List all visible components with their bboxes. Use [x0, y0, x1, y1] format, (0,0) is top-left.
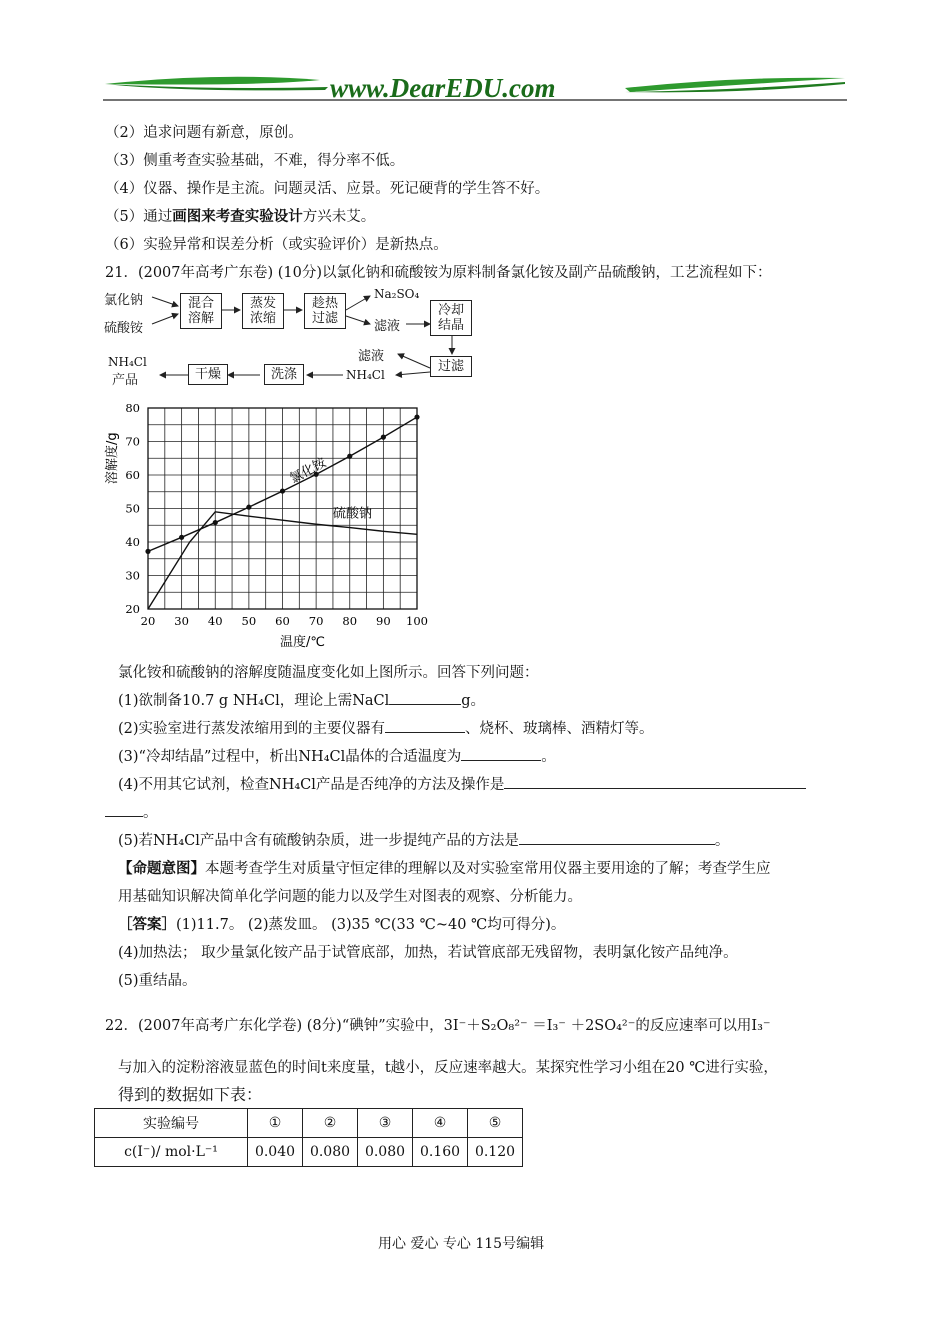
- flow-filtrate-2: 滤液: [358, 349, 385, 364]
- data-point: [347, 454, 352, 459]
- x-tick-label: 40: [207, 614, 223, 628]
- y-tick-label: 40: [125, 535, 140, 549]
- intro-line-6: （6）实验异常和误差分析（或实验评价）是新热点。: [105, 237, 448, 253]
- page-footer: 用心 爱心 专心 115号编辑: [378, 1236, 545, 1252]
- table-header-cell: 实验编号: [95, 1109, 248, 1138]
- q21-intent-cont: 用基础知识解决简单化学问题的能力以及学生对图表的观察、分析能力。: [118, 889, 582, 905]
- table-cell: 0.120: [468, 1138, 523, 1167]
- q21-desc: 氯化铵和硫酸钠的溶解度随温度变化如上图所示。回答下列问题：: [118, 665, 539, 681]
- solubility-chart: [100, 398, 440, 650]
- x-tick-label: 70: [308, 614, 324, 628]
- q22-data-table: [94, 1108, 523, 1167]
- data-point: [280, 488, 285, 493]
- q22-line-2: 与加入的淀粉溶液显蓝色的时间t来度量，t越小，反应速率越大。某探究性学习小组在20 ℃进行实验，: [118, 1060, 778, 1076]
- y-tick-label: 20: [125, 602, 140, 616]
- flow-filtrate-1: 滤液: [374, 319, 401, 334]
- x-tick-label: 30: [174, 614, 189, 628]
- flow-cool-box: 冷却结晶: [430, 300, 472, 336]
- q22-line-3: 得到的数据如下表：: [118, 1085, 263, 1104]
- q21-question-2: (2)实验室进行蒸发浓缩用到的主要仪器有 、烧杯、玻璃棒、酒精灯等。: [118, 717, 654, 738]
- table-header-cell: ①: [248, 1109, 303, 1138]
- y-tick-label: 50: [125, 501, 140, 516]
- q21-question-4: (4)不用其它试剂，检查NH₄Cl产品是否纯净的方法及操作是: [118, 773, 806, 794]
- flow-dry-box: 干燥: [188, 364, 228, 385]
- y-tick-label: 70: [125, 434, 140, 449]
- series-label-na2so4: 硫酸钠: [332, 506, 372, 522]
- flow-filter-box: 过滤: [430, 356, 472, 377]
- data-point: [414, 414, 419, 419]
- q21-answer: ［答案］(1)11.7。 (2)蒸发皿。 (3)35 ℃(33 ℃~40 ℃均可得分)。: [118, 916, 566, 933]
- table-cell: 0.040: [248, 1138, 303, 1167]
- q21-question-5: (5)若NH₄Cl产品中含有硫酸钠杂质，进一步提纯产品的方法是 。: [118, 829, 729, 850]
- site-logo: www.DearEDU.com: [330, 73, 556, 103]
- flow-product-nh4cl: NH₄Cl: [108, 355, 147, 369]
- q21-question-4-cont: 。: [105, 801, 158, 822]
- x-tick-label: 20: [140, 614, 156, 628]
- table-header-cell: ③: [358, 1109, 413, 1138]
- flow-mix-box: 混合溶解: [180, 293, 222, 329]
- y-axis-label: 溶解度/g: [105, 432, 120, 485]
- data-point: [213, 520, 218, 525]
- x-tick-label: 90: [376, 614, 391, 628]
- table-header-cell: ④: [413, 1109, 468, 1138]
- q21-question-1: (1)欲制备10.7 g NH₄Cl，理论上需NaCl g。: [118, 689, 485, 710]
- x-tick-label: 50: [241, 614, 257, 628]
- flow-input-nh4so4: 硫酸铵: [104, 321, 144, 336]
- flow-hotfilter-box: 趁热过滤: [304, 293, 346, 329]
- flow-na2so4: Na₂SO₄: [374, 287, 420, 301]
- table-row-label: c(I⁻)/ mol·L⁻¹: [95, 1138, 248, 1167]
- q21-intent: 【命题意图】本题考查学生对质量守恒定律的理解以及对实验室常用仪器主要用途的了解；考查学生应: [118, 860, 771, 877]
- intro-line-4: （4）仪器、操作是主流。问题灵活、应景。死记硬背的学生答不好。: [105, 181, 550, 197]
- data-point: [145, 549, 150, 554]
- table-cell: 0.160: [413, 1138, 468, 1167]
- y-tick-label: 30: [125, 568, 140, 583]
- q21-answer-5: (5)重结晶。: [118, 973, 197, 989]
- x-tick-label: 100: [406, 614, 428, 628]
- flow-wash-box: 洗涤: [264, 364, 304, 385]
- data-point: [179, 535, 184, 540]
- q21-answer-4: (4)加热法； 取少量氯化铵产品于试管底部，加热，若试管底部无残留物，表明氯化铵产品纯净。: [118, 945, 738, 961]
- q22-title: 22．(2007年高考广东化学卷) (8分)“碘钟”实验中，3I⁻＋S₂O₈²⁻ ＝I₃⁻ ＋2SO₄²⁻的反应速率可以用I₃⁻: [105, 1018, 771, 1034]
- data-point: [381, 435, 386, 440]
- intro-line-2: （2）追求问题有新意，原创。: [105, 125, 303, 141]
- intro-line-3: （3）侧重考查实验基础，不难，得分率不低。: [105, 153, 405, 169]
- table-header-row: [95, 1109, 523, 1138]
- intro-line-5: （5）通过画图来考查实验设计方兴未艾。: [105, 208, 376, 225]
- table-cell: 0.080: [303, 1138, 358, 1167]
- series-label-nh4cl: 氯化铵: [287, 455, 329, 487]
- flow-nh4cl: NH₄Cl: [346, 368, 385, 382]
- x-tick-label: 60: [275, 614, 290, 628]
- flow-evap-box: 蒸发浓缩: [242, 293, 284, 329]
- table-cell: 0.080: [358, 1138, 413, 1167]
- x-axis-label: 温度/℃: [280, 635, 325, 650]
- data-point: [246, 505, 251, 510]
- y-tick-label: 80: [125, 401, 140, 415]
- flow-product-label: 产品: [112, 373, 139, 388]
- y-tick-label: 60: [125, 468, 140, 482]
- flow-input-nacl: 氯化钠: [104, 293, 144, 308]
- table-header-cell: ②: [303, 1109, 358, 1138]
- q21-question-3: (3)“冷却结晶”过程中，析出NH₄Cl晶体的合适温度为 。: [118, 745, 556, 766]
- x-tick-label: 80: [342, 614, 358, 628]
- table-header-cell: ⑤: [468, 1109, 523, 1138]
- q21-title: 21．(2007年高考广东卷) (10分)以氯化钠和硫酸铵为原料制备氯化铵及副产品硫酸钠，工艺流程如下：: [105, 265, 772, 281]
- table-row: [95, 1138, 523, 1167]
